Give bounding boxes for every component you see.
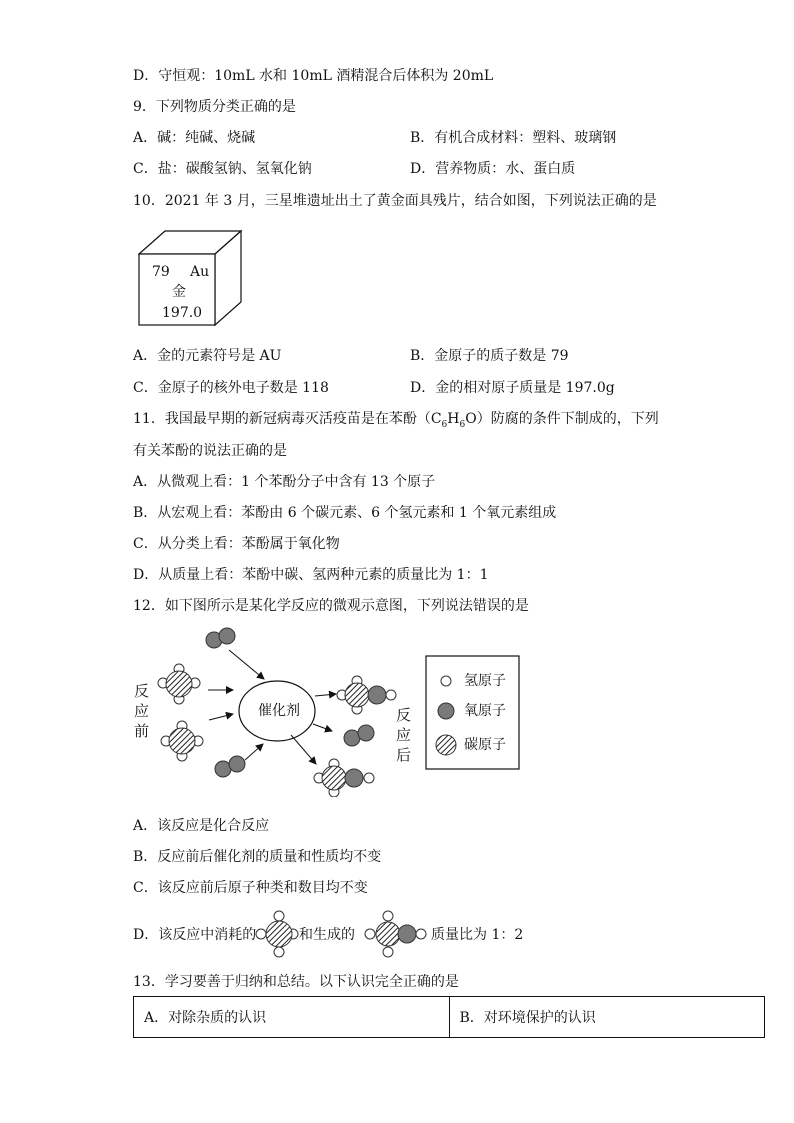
gold-symbol: Au bbox=[190, 264, 210, 280]
q10-option-d: D．金的相对原子质量是 197.0g bbox=[410, 380, 615, 396]
before-label: 反 应 前 bbox=[134, 682, 150, 740]
q12-option-b: B．反应前后催化剂的质量和性质均不变 bbox=[133, 849, 382, 865]
q9-option-d: D．营养物质：水、蛋白质 bbox=[410, 161, 576, 177]
q9-option-b: B．有机合成材料：塑料、玻璃钢 bbox=[410, 130, 617, 146]
gold-mass: 197.0 bbox=[162, 305, 203, 321]
q12-option-d-pre: D．该反应中消耗的 bbox=[133, 927, 257, 943]
q11-option-c: C．从分类上看：苯酚属于氧化物 bbox=[133, 536, 340, 552]
q9-option-a: A．碱：纯碱、烧碱 bbox=[133, 130, 256, 146]
q10-stem: 10．2021 年 3 月，三星堆遗址出土了黄金面具残片，结合如图，下列说法正确的是 bbox=[133, 193, 657, 209]
q13-cell-b: B．对环境保护的认识 bbox=[449, 997, 765, 1038]
q13-stem: 13．学习要善于归纳和总结。以下认识完全正确的是 bbox=[133, 974, 459, 990]
q12-option-c: C．该反应前后原子种类和数目均不变 bbox=[133, 880, 368, 896]
q9-stem: 9．下列物质分类正确的是 bbox=[133, 99, 296, 115]
q11-stem-line2: 有关苯酚的说法正确的是 bbox=[133, 443, 287, 459]
gold-atomic-number: 79 bbox=[152, 264, 170, 280]
q10-option-a: A．金的元素符号是 AU bbox=[133, 348, 282, 364]
after-label: 反 应 后 bbox=[396, 706, 412, 764]
q12-stem: 12．如下图所示是某化学反应的微观示意图，下列说法错误的是 bbox=[133, 598, 529, 614]
q12-option-d-post: 质量比为 1：2 bbox=[431, 927, 524, 943]
methanol-molecule-icon bbox=[364, 910, 430, 958]
gold-name: 金 bbox=[172, 284, 186, 300]
q11-option-a: A．从微观上看：1 个苯酚分子中含有 13 个原子 bbox=[133, 474, 436, 490]
q12-option-a: A．该反应是化合反应 bbox=[133, 818, 270, 834]
q10-option-c: C．金原子的核外电子数是 118 bbox=[133, 380, 329, 396]
q11-option-d: D．从质量上看：苯酚中碳、氢两种元素的质量比为 1：1 bbox=[133, 567, 489, 583]
q13-table bbox=[133, 996, 765, 1038]
legend-carbon: 碳原子 bbox=[464, 737, 506, 753]
q11-option-b: B．从宏观上看：苯酚由 6 个碳元素、6 个氢元素和 1 个氧元素组成 bbox=[133, 505, 557, 521]
legend-oxygen: 氧原子 bbox=[464, 703, 506, 719]
q12-option-d-mid: 和生成的 bbox=[299, 927, 355, 943]
q10-option-b: B．金原子的质子数是 79 bbox=[410, 348, 569, 364]
q9-option-c: C．盐：碳酸氢钠、氢氧化钠 bbox=[133, 161, 312, 177]
methane-molecule-icon bbox=[255, 910, 299, 958]
q13-cell-a: A．对除杂质的认识 bbox=[134, 997, 450, 1038]
table-row bbox=[134, 997, 765, 1038]
catalyst-label: 催化剂 bbox=[258, 703, 300, 719]
q11-stem-line1: 11．我国最早期的新冠病毒灭活疫苗是在苯酚$(C_6H_6O)$防腐的条件下制成的，下列 bbox=[133, 411, 659, 430]
legend-hydrogen: 氢原子 bbox=[464, 673, 506, 689]
q8-option-d: D．守恒观：10mL 水和 10mL 酒精混合后体积为 20mL bbox=[133, 68, 494, 84]
